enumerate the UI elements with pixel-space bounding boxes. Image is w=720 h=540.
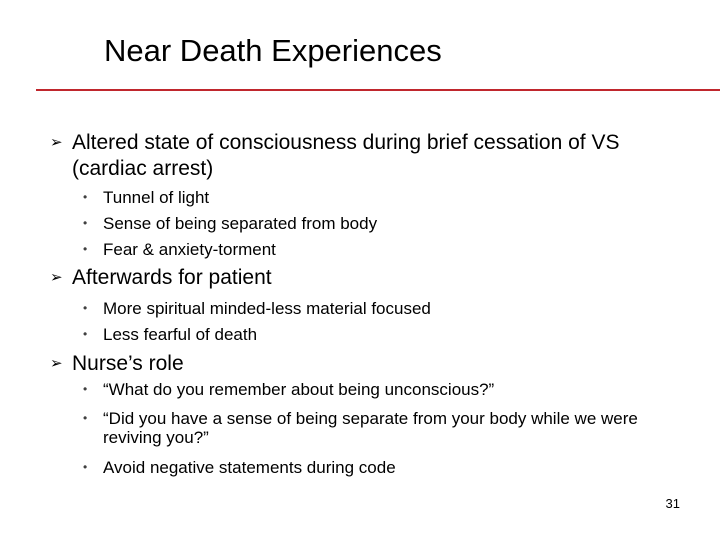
dot-bullet-icon: • — [83, 460, 88, 474]
arrowhead-bullet-icon: ➢ — [50, 269, 63, 286]
sub-bullet-text: “Did you have a sense of being separate from your body while we were reviving you?” — [103, 409, 638, 447]
dot-bullet-icon: • — [83, 327, 88, 341]
dot-bullet-icon: • — [83, 216, 88, 230]
sub-bullet-text: Avoid negative statements during code — [103, 458, 396, 477]
bullet-text: Afterwards for patient — [72, 266, 272, 289]
sub-bullet-text: Fear & anxiety-torment — [103, 240, 276, 259]
dot-bullet-icon: • — [83, 411, 88, 425]
bullet-text: Altered state of consciousness during brief cessation of VS (cardiac arrest) — [72, 131, 620, 180]
dot-bullet-icon: • — [83, 242, 88, 256]
sub-bullet-text: Less fearful of death — [103, 325, 258, 344]
dot-bullet-icon: • — [83, 190, 88, 204]
dot-bullet-icon: • — [83, 301, 88, 315]
sub-bullet-text: “What do you remember about being unconscious?” — [103, 380, 495, 399]
sub-bullet-text: Tunnel of light — [103, 188, 210, 207]
dot-bullet-icon: • — [83, 382, 88, 396]
page-number: 31 — [665, 496, 680, 511]
arrowhead-bullet-icon: ➢ — [50, 134, 63, 151]
arrowhead-bullet-icon: ➢ — [50, 355, 63, 372]
sub-bullet-text: Sense of being separated from body — [103, 214, 378, 233]
sub-bullet-text: More spiritual minded-less material focused — [103, 299, 431, 318]
slide-title: Near Death Experiences — [104, 33, 442, 68]
bullet-text: Nurse’s role — [72, 352, 184, 375]
title-divider — [36, 89, 720, 91]
